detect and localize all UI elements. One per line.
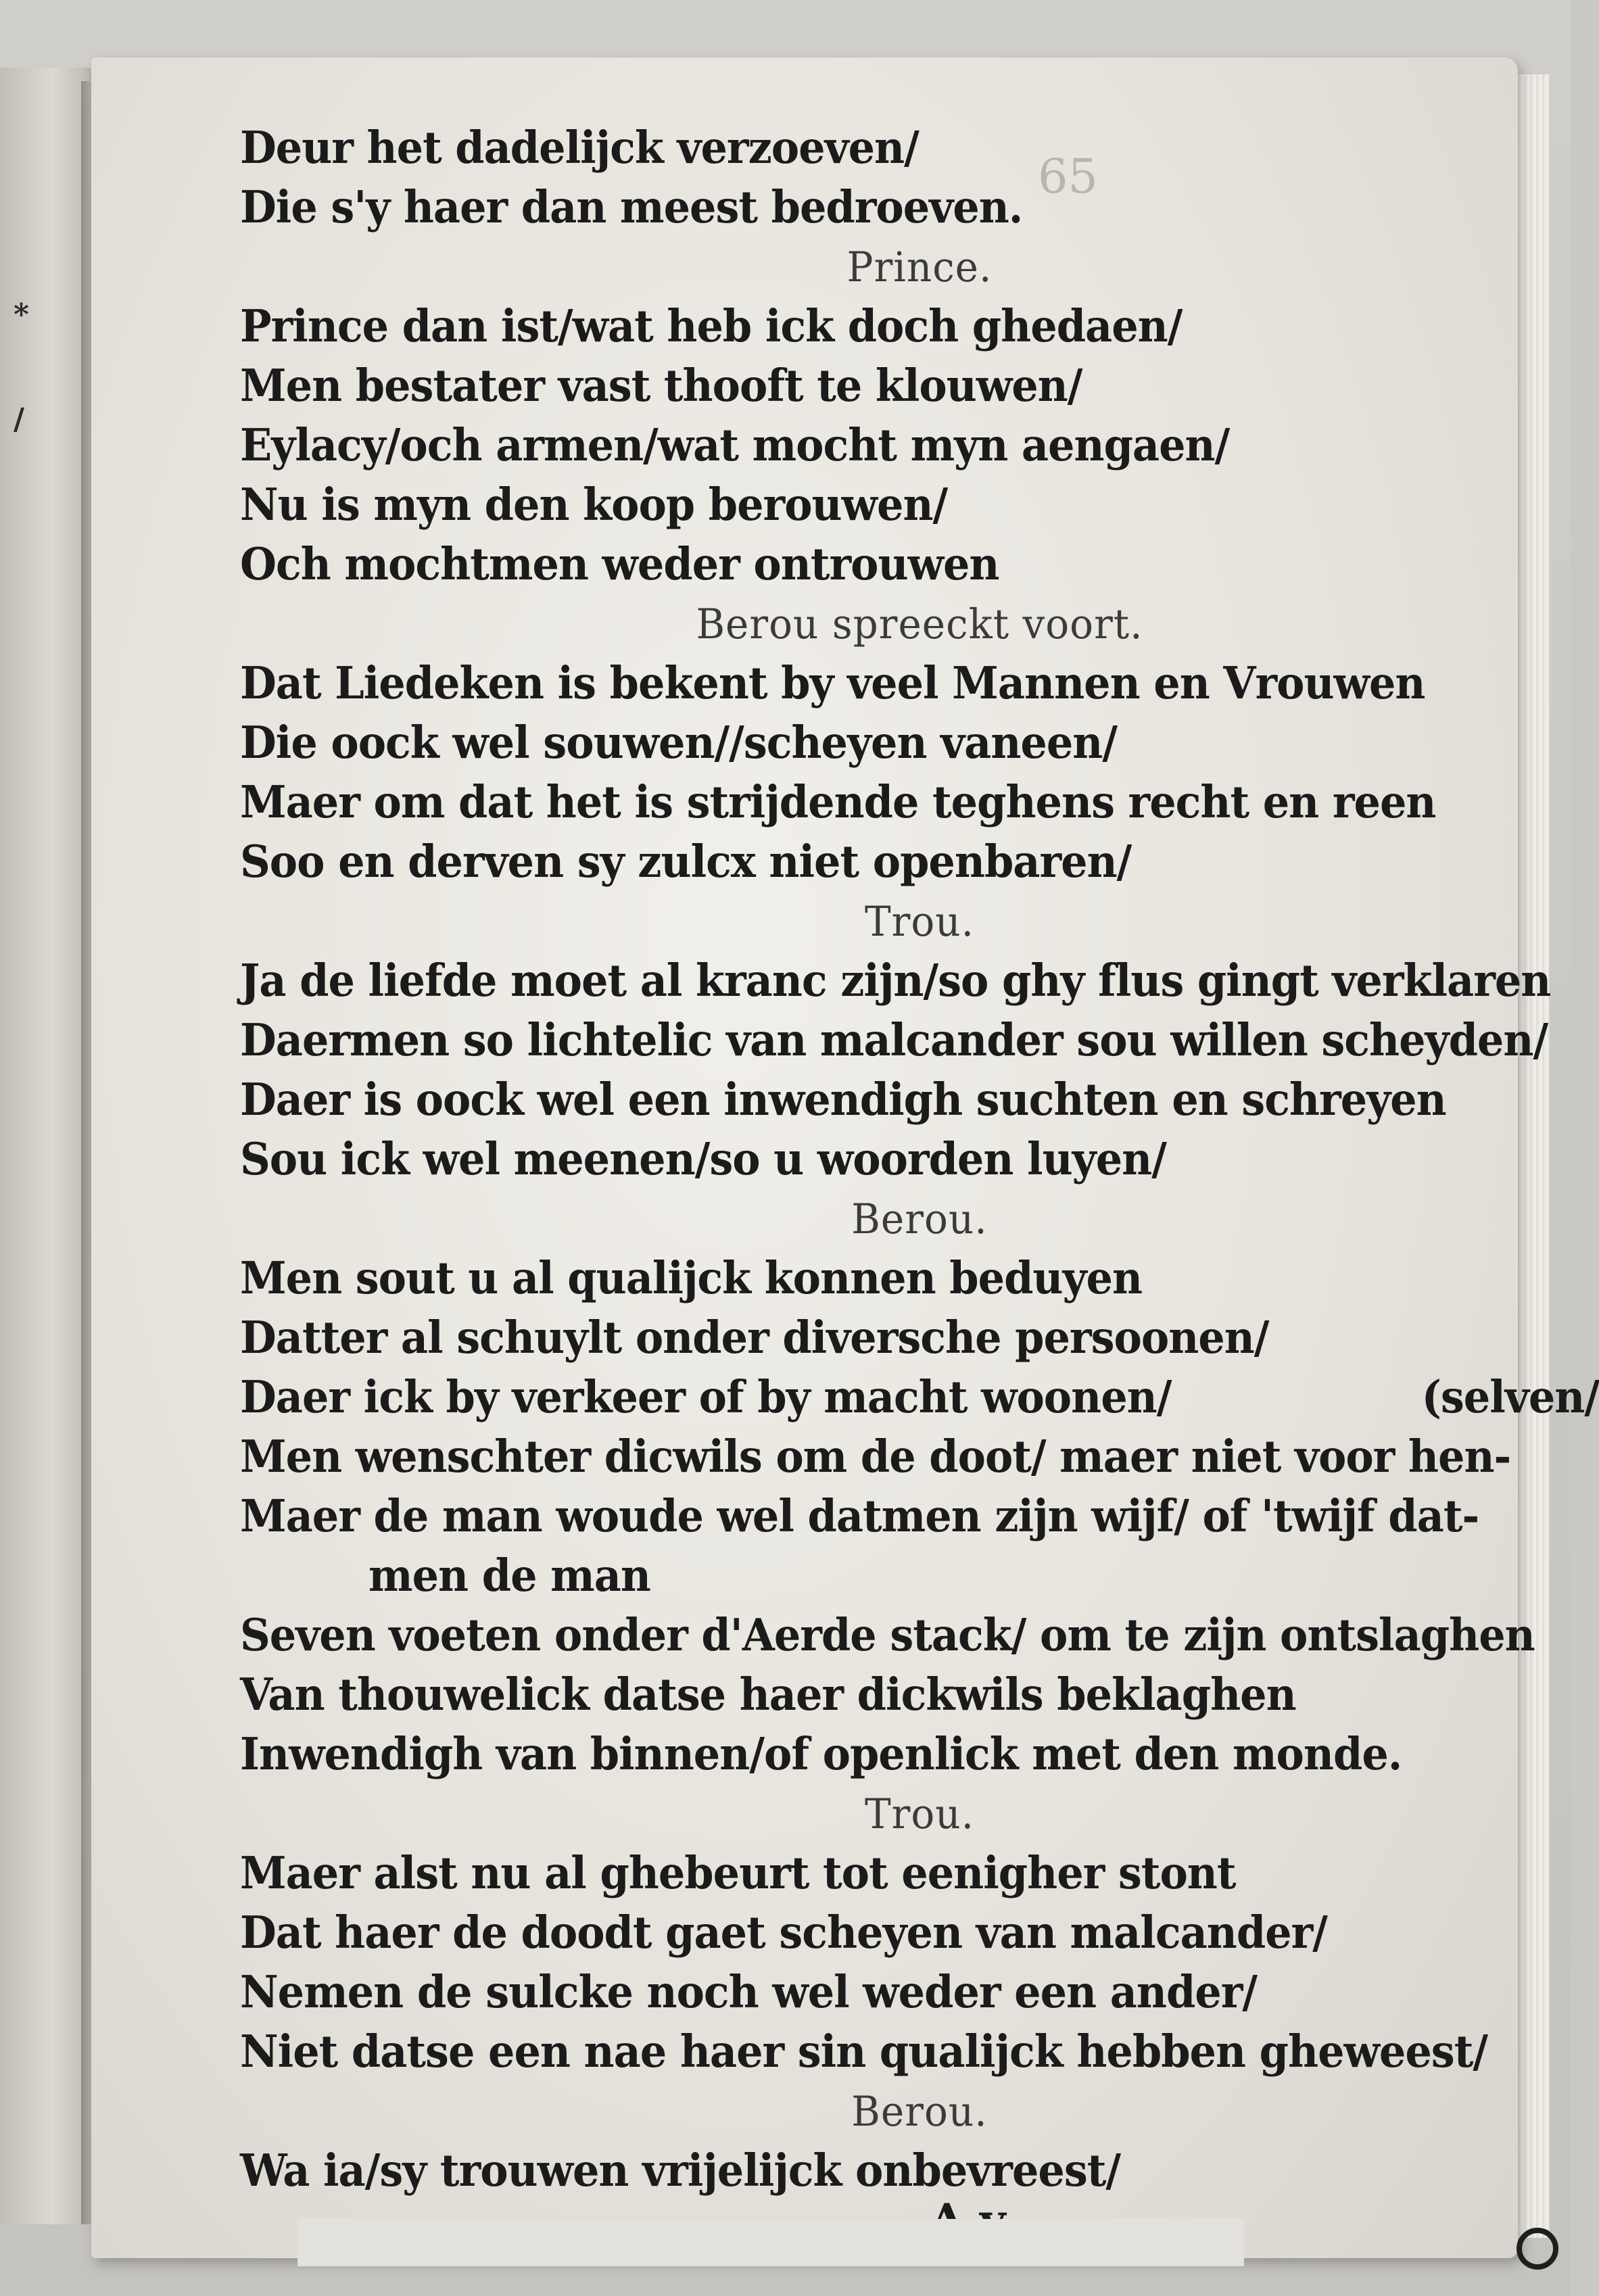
faint-page-number: 65 bbox=[1038, 149, 1099, 204]
verse-line bbox=[240, 1247, 1599, 1310]
line-text: Nu is myn den koop berouwen/ bbox=[240, 479, 948, 531]
line-text: Wa ia/sy trouwen vrijelijck onbevreest/ bbox=[240, 2145, 1121, 2197]
line-text: Trou. bbox=[864, 1790, 975, 1838]
line-text: Dat haer de doodt gaet scheyen van malcander/ bbox=[240, 1907, 1327, 1959]
line-text: Berou. bbox=[851, 2087, 988, 2136]
verse-line bbox=[240, 1069, 1599, 1131]
verse-line bbox=[240, 1366, 1599, 1429]
verse-text-block bbox=[240, 118, 1599, 2201]
line-text: Men bestater vast thooft te klouwen/ bbox=[240, 360, 1082, 412]
verse-line bbox=[240, 2140, 1599, 2202]
line-text: Eylacy/och armen/wat mocht myn aengaen/ bbox=[240, 419, 1230, 471]
verse-line bbox=[240, 1128, 1599, 1191]
line-text: Dat Liedeken is bekent by veel Mannen en Vrouwen bbox=[240, 657, 1425, 709]
verse-line bbox=[240, 1307, 1599, 1369]
verse-line bbox=[240, 355, 1599, 417]
line-text: Sou ick wel meenen/so u woorden luyen/ bbox=[240, 1133, 1166, 1185]
verse-line bbox=[240, 1426, 1599, 1488]
line-text: Nemen de sulcke noch wel weder een ander/ bbox=[240, 1966, 1258, 2018]
verse-line bbox=[240, 117, 1599, 179]
speaker-heading bbox=[240, 236, 1599, 298]
line-text: Van thouwelick datse haer dickwils beklaghen bbox=[240, 1669, 1296, 1721]
line-text: Die s'y haer dan meest bedroeven. bbox=[240, 181, 1023, 233]
line-text: Prince. bbox=[846, 243, 993, 291]
verse-line bbox=[240, 771, 1599, 834]
verse-line bbox=[240, 1961, 1599, 2024]
left-page-glyph: / bbox=[14, 402, 25, 437]
line-text: Berou spreeckt voort. bbox=[696, 600, 1143, 648]
line-text: Inwendigh van binnen/of openlick met den monde. bbox=[240, 1728, 1402, 1780]
line-text: Men sout u al qualijck konnen beduyen bbox=[240, 1252, 1143, 1304]
line-text: Soo en derven sy zulcx niet openbaren/ bbox=[240, 836, 1132, 888]
speaker-heading bbox=[240, 2080, 1599, 2143]
line-text: Och mochtmen weder ontrouwen bbox=[240, 538, 999, 590]
line-text: Daer is oock wel een inwendigh suchten en schreyen bbox=[240, 1074, 1446, 1126]
verse-line bbox=[240, 831, 1599, 893]
verse-line bbox=[240, 1723, 1599, 1786]
line-text: Maer de man woude wel datmen zijn wijf/ of 'twijf dat- bbox=[240, 1490, 1479, 1542]
verse-line bbox=[240, 950, 1599, 1012]
verse-line bbox=[240, 1545, 1599, 1607]
line-text: Maer om dat het is strijdende teghens recht en reen bbox=[240, 776, 1436, 828]
verse-line bbox=[240, 652, 1599, 715]
line-text: Daermen so lichtelic van malcander sou willen scheyden/ bbox=[240, 1014, 1548, 1066]
verse-line bbox=[240, 2021, 1599, 2083]
verse-line bbox=[240, 1604, 1599, 1667]
verse-line bbox=[240, 176, 1599, 239]
line-text: Deur het dadelijck verzoeven/ bbox=[240, 122, 919, 174]
verse-line bbox=[240, 1009, 1599, 1072]
verse-line bbox=[240, 1842, 1599, 1905]
line-text: Die oock wel souwen//scheyen vaneen/ bbox=[240, 717, 1118, 769]
line-text: Daer ick by verkeer of by macht woonen/ bbox=[240, 1371, 1172, 1423]
line-text: Niet datse een nae haer sin qualijck hebben gheweest/ bbox=[240, 2026, 1487, 2078]
verse-line bbox=[240, 1902, 1599, 1964]
verse-line bbox=[240, 533, 1599, 596]
left-page-glyph: * bbox=[14, 297, 30, 332]
line-text: Ja de liefde moet al kranc zijn/so ghy flus gingt verklaren bbox=[240, 955, 1551, 1007]
line-text: Seven voeten onder d'Aerde stack/ om te zijn ontslaghen bbox=[240, 1609, 1535, 1661]
line-text: Maer alst nu al ghebeurt tot eenigher stont bbox=[240, 1847, 1236, 1899]
verse-line bbox=[240, 1485, 1599, 1548]
speaker-heading bbox=[240, 1188, 1599, 1250]
ornament-circle-icon bbox=[1517, 2228, 1558, 2270]
line-right-fragment: (selven/ bbox=[1421, 1371, 1599, 1423]
verse-line bbox=[240, 474, 1599, 536]
speaker-heading bbox=[240, 890, 1599, 953]
line-text: Men wenschter dicwils om de doot/ maer niet voor hen- bbox=[240, 1431, 1511, 1483]
speaker-heading bbox=[240, 1783, 1599, 1845]
verse-line bbox=[240, 414, 1599, 477]
verse-line bbox=[240, 712, 1599, 774]
line-text: Prince dan ist/wat heb ick doch ghedaen/ bbox=[240, 300, 1183, 352]
verse-line bbox=[240, 295, 1599, 358]
line-text: Trou. bbox=[864, 897, 975, 946]
line-text: Datter al schuylt onder diversche persoonen/ bbox=[240, 1312, 1269, 1364]
book-page bbox=[91, 57, 1599, 2258]
speaker-heading bbox=[240, 593, 1599, 655]
line-text: Berou. bbox=[851, 1195, 988, 1243]
line-text: men de man bbox=[368, 1550, 650, 1602]
verse-line bbox=[240, 1664, 1599, 1726]
bottom-paper-strip bbox=[297, 2219, 1244, 2266]
